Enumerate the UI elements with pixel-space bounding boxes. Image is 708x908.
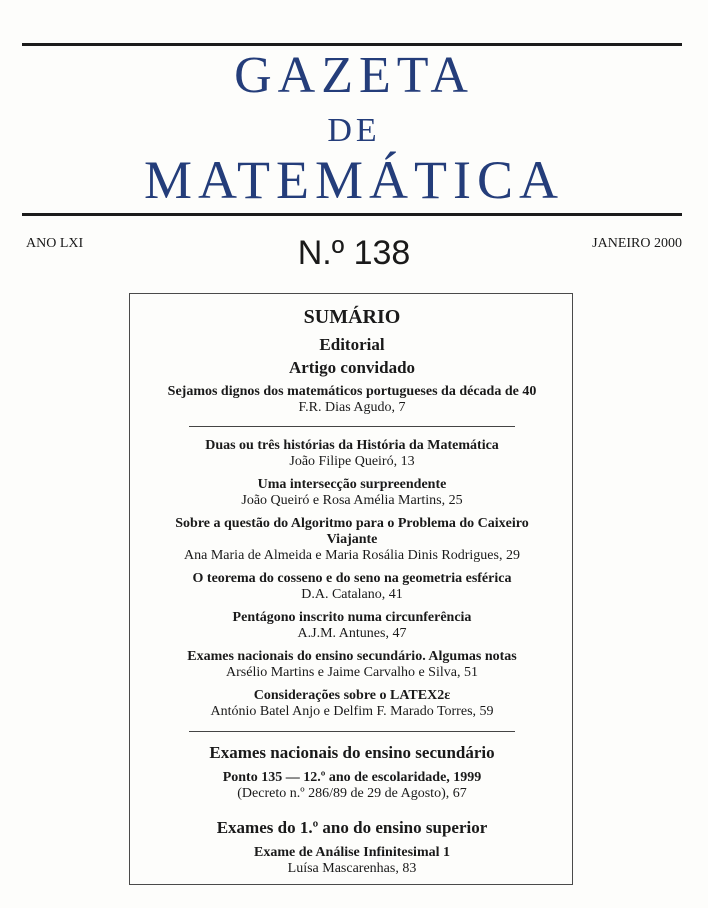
toc-entry-author: (Decreto n.º 286/89 de 29 de Agosto), 67 (237, 786, 467, 801)
toc-entry-author: João Filipe Queiró, 13 (289, 454, 415, 469)
toc-entry-author: D.A. Catalano, 41 (301, 587, 403, 602)
toc-entry-author: A.J.M. Antunes, 47 (297, 626, 407, 641)
issue-number: N.º 138 (297, 234, 411, 272)
table-of-contents (129, 293, 573, 885)
invited-heading: Artigo convidado (288, 358, 416, 377)
section-heading: Exames nacionais do ensino secundário (209, 743, 495, 762)
toc-entry-title[interactable]: Pentágono inscrito numa circunferência (232, 610, 472, 625)
editorial-heading[interactable]: Editorial (319, 335, 385, 354)
toc-entry-title-cont[interactable]: Viajante (326, 532, 378, 547)
masthead-matematica: MATEMÁTICA (144, 150, 564, 210)
toc-heading: SUMÁRIO (303, 306, 401, 328)
toc-entry-title[interactable]: Sobre a questão do Algoritmo para o Problema do Caixeiro (175, 516, 529, 531)
toc-entry-author: Arsélio Martins e Jaime Carvalho e Silva, 51 (226, 665, 478, 680)
section-heading: Exames do 1.º ano do ensino superior (216, 818, 488, 837)
top-rule (22, 43, 682, 46)
masthead-gazeta: GAZETA (234, 47, 474, 104)
toc-entry-author: João Queiró e Rosa Amélia Martins, 25 (241, 493, 463, 508)
bottom-rule (22, 213, 682, 216)
toc-entry-title[interactable]: O teorema do cosseno e do seno na geometria esférica (192, 571, 512, 586)
separator (189, 731, 515, 732)
toc-entry-title[interactable]: Duas ou três histórias da História da Matemática (205, 438, 499, 453)
date-label: JANEIRO 2000 (592, 236, 682, 251)
masthead-de: DE (327, 112, 381, 149)
toc-entry-author: F.R. Dias Agudo, 7 (298, 400, 406, 415)
separator (189, 426, 515, 427)
toc-entry-title[interactable]: Sejamos dignos dos matemáticos portugueses da década de 40 (167, 384, 537, 399)
toc-entry-author: Luísa Mascarenhas, 83 (287, 861, 417, 876)
toc-entry-title[interactable]: Exame de Análise Infinitesimal 1 (253, 845, 450, 860)
year-label: ANO LXI (26, 236, 84, 251)
toc-entry-title[interactable]: Exames nacionais do ensino secundário. Algumas notas (187, 649, 517, 664)
toc-entry-author: Ana Maria de Almeida e Maria Rosália Dinis Rodrigues, 29 (184, 548, 520, 563)
toc-entry-title[interactable]: Uma intersecção surpreendente (257, 477, 447, 492)
toc-entry-title[interactable]: Ponto 135 — 12.º ano de escolaridade, 1999 (222, 770, 482, 785)
toc-entry-author: António Batel Anjo e Delfim F. Marado Torres, 59 (210, 704, 494, 719)
toc-entry-title[interactable]: Considerações sobre o LATEX2ε (253, 688, 451, 703)
